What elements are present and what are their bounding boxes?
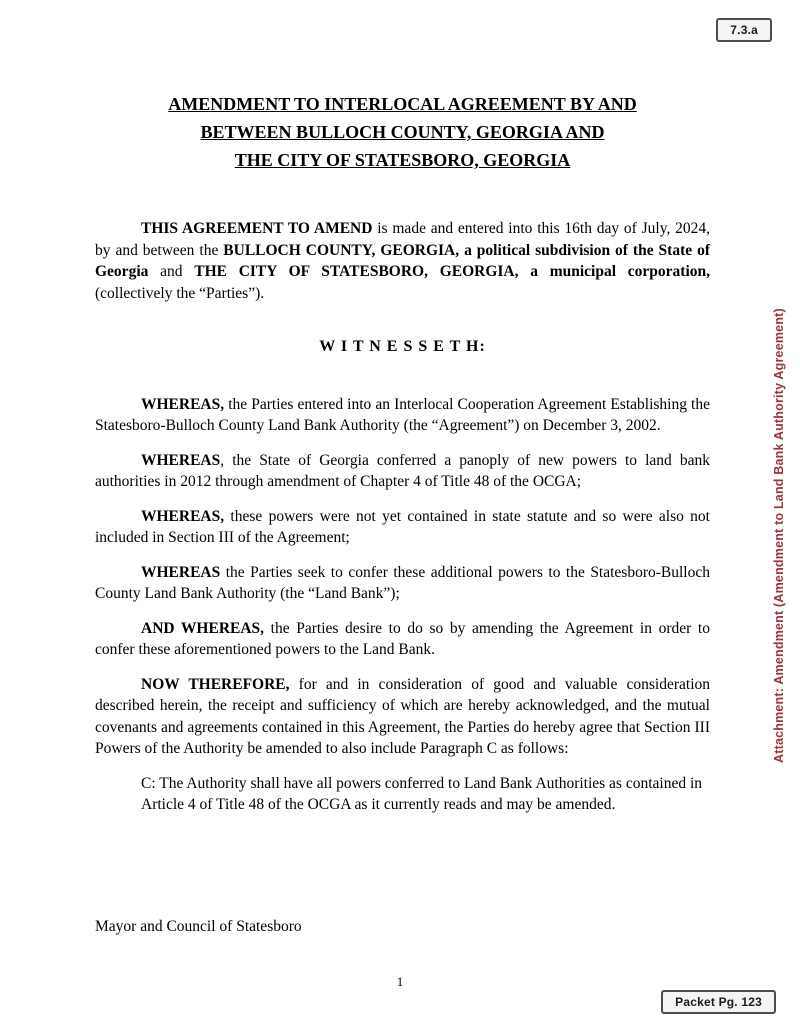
document-title-line: BETWEEN BULLOCH COUNTY, GEORGIA AND	[200, 122, 605, 142]
paragraph: WHEREAS, the Parties entered into an Interlocal Cooperation Agreement Establishing the Statesboro-Bulloch County Land Bank Authority (the “Agreement”) on December 3, 2002.	[95, 395, 710, 434]
document-title	[95, 90, 710, 174]
paragraph: WHEREAS, the State of Georgia conferred a panoply of new powers to land bank authorities in 2012 through amendment of Chapter 4 of Title 48 of the OCGA;	[95, 451, 710, 490]
packet-page-badge: Packet Pg. 123	[661, 990, 776, 1014]
document-content	[95, 0, 710, 829]
document-title-line: THE CITY OF STATESBORO, GEORGIA	[234, 150, 571, 170]
attachment-sidebar-label: Attachment: Amendment (Amendment to Land Bank Authority Agreement)	[772, 308, 786, 763]
signature-line: Mayor and Council of Statesboro	[95, 918, 302, 935]
document-title-line: AMENDMENT TO INTERLOCAL AGREEMENT BY AND	[168, 94, 637, 114]
paragraph: NOW THEREFORE, for and in consideration of good and valuable consideration described herein, the receipt and sufficiency of which are hereby acknowledged, and the mutual covenants and agreements contained in this Agreement, the Parties do hereby agree that Section III Powers of the Authority be amended to also include Paragraph C as follows:	[95, 675, 711, 757]
paragraph: WHEREAS, these powers were not yet contained in state statute and so were also not included in Section III of the Agreement;	[95, 507, 710, 546]
paragraph: WHEREAS the Parties seek to confer these additional powers to the Statesboro-Bulloch County Land Bank Authority (the “Land Bank”);	[95, 563, 710, 602]
page-number: 1	[396, 974, 404, 989]
witnesseth-heading: W I T N E S S E T H:	[319, 338, 486, 355]
paragraph: AND WHEREAS, the Parties desire to do so by amending the Agreement in order to confer these aforementioned powers to the Land Bank.	[95, 619, 710, 658]
agenda-item-badge: 7.3.a	[716, 18, 772, 42]
paragraph: C: The Authority shall have all powers conferred to Land Bank Authorities as contained in Article 4 of Title 48 of the OCGA as it currently reads and may be amended.	[141, 774, 703, 813]
paragraph: THIS AGREEMENT TO AMEND is made and entered into this 16th day of July, 2024, by and between the BULLOCH COUNTY, GEORGIA, a political subdivision of the State of Georgia and THE CITY OF STATESBORO, GEORGIA, a municipal corporation, (collectively the “Parties”).	[95, 220, 711, 302]
paragraph-list	[95, 218, 710, 816]
